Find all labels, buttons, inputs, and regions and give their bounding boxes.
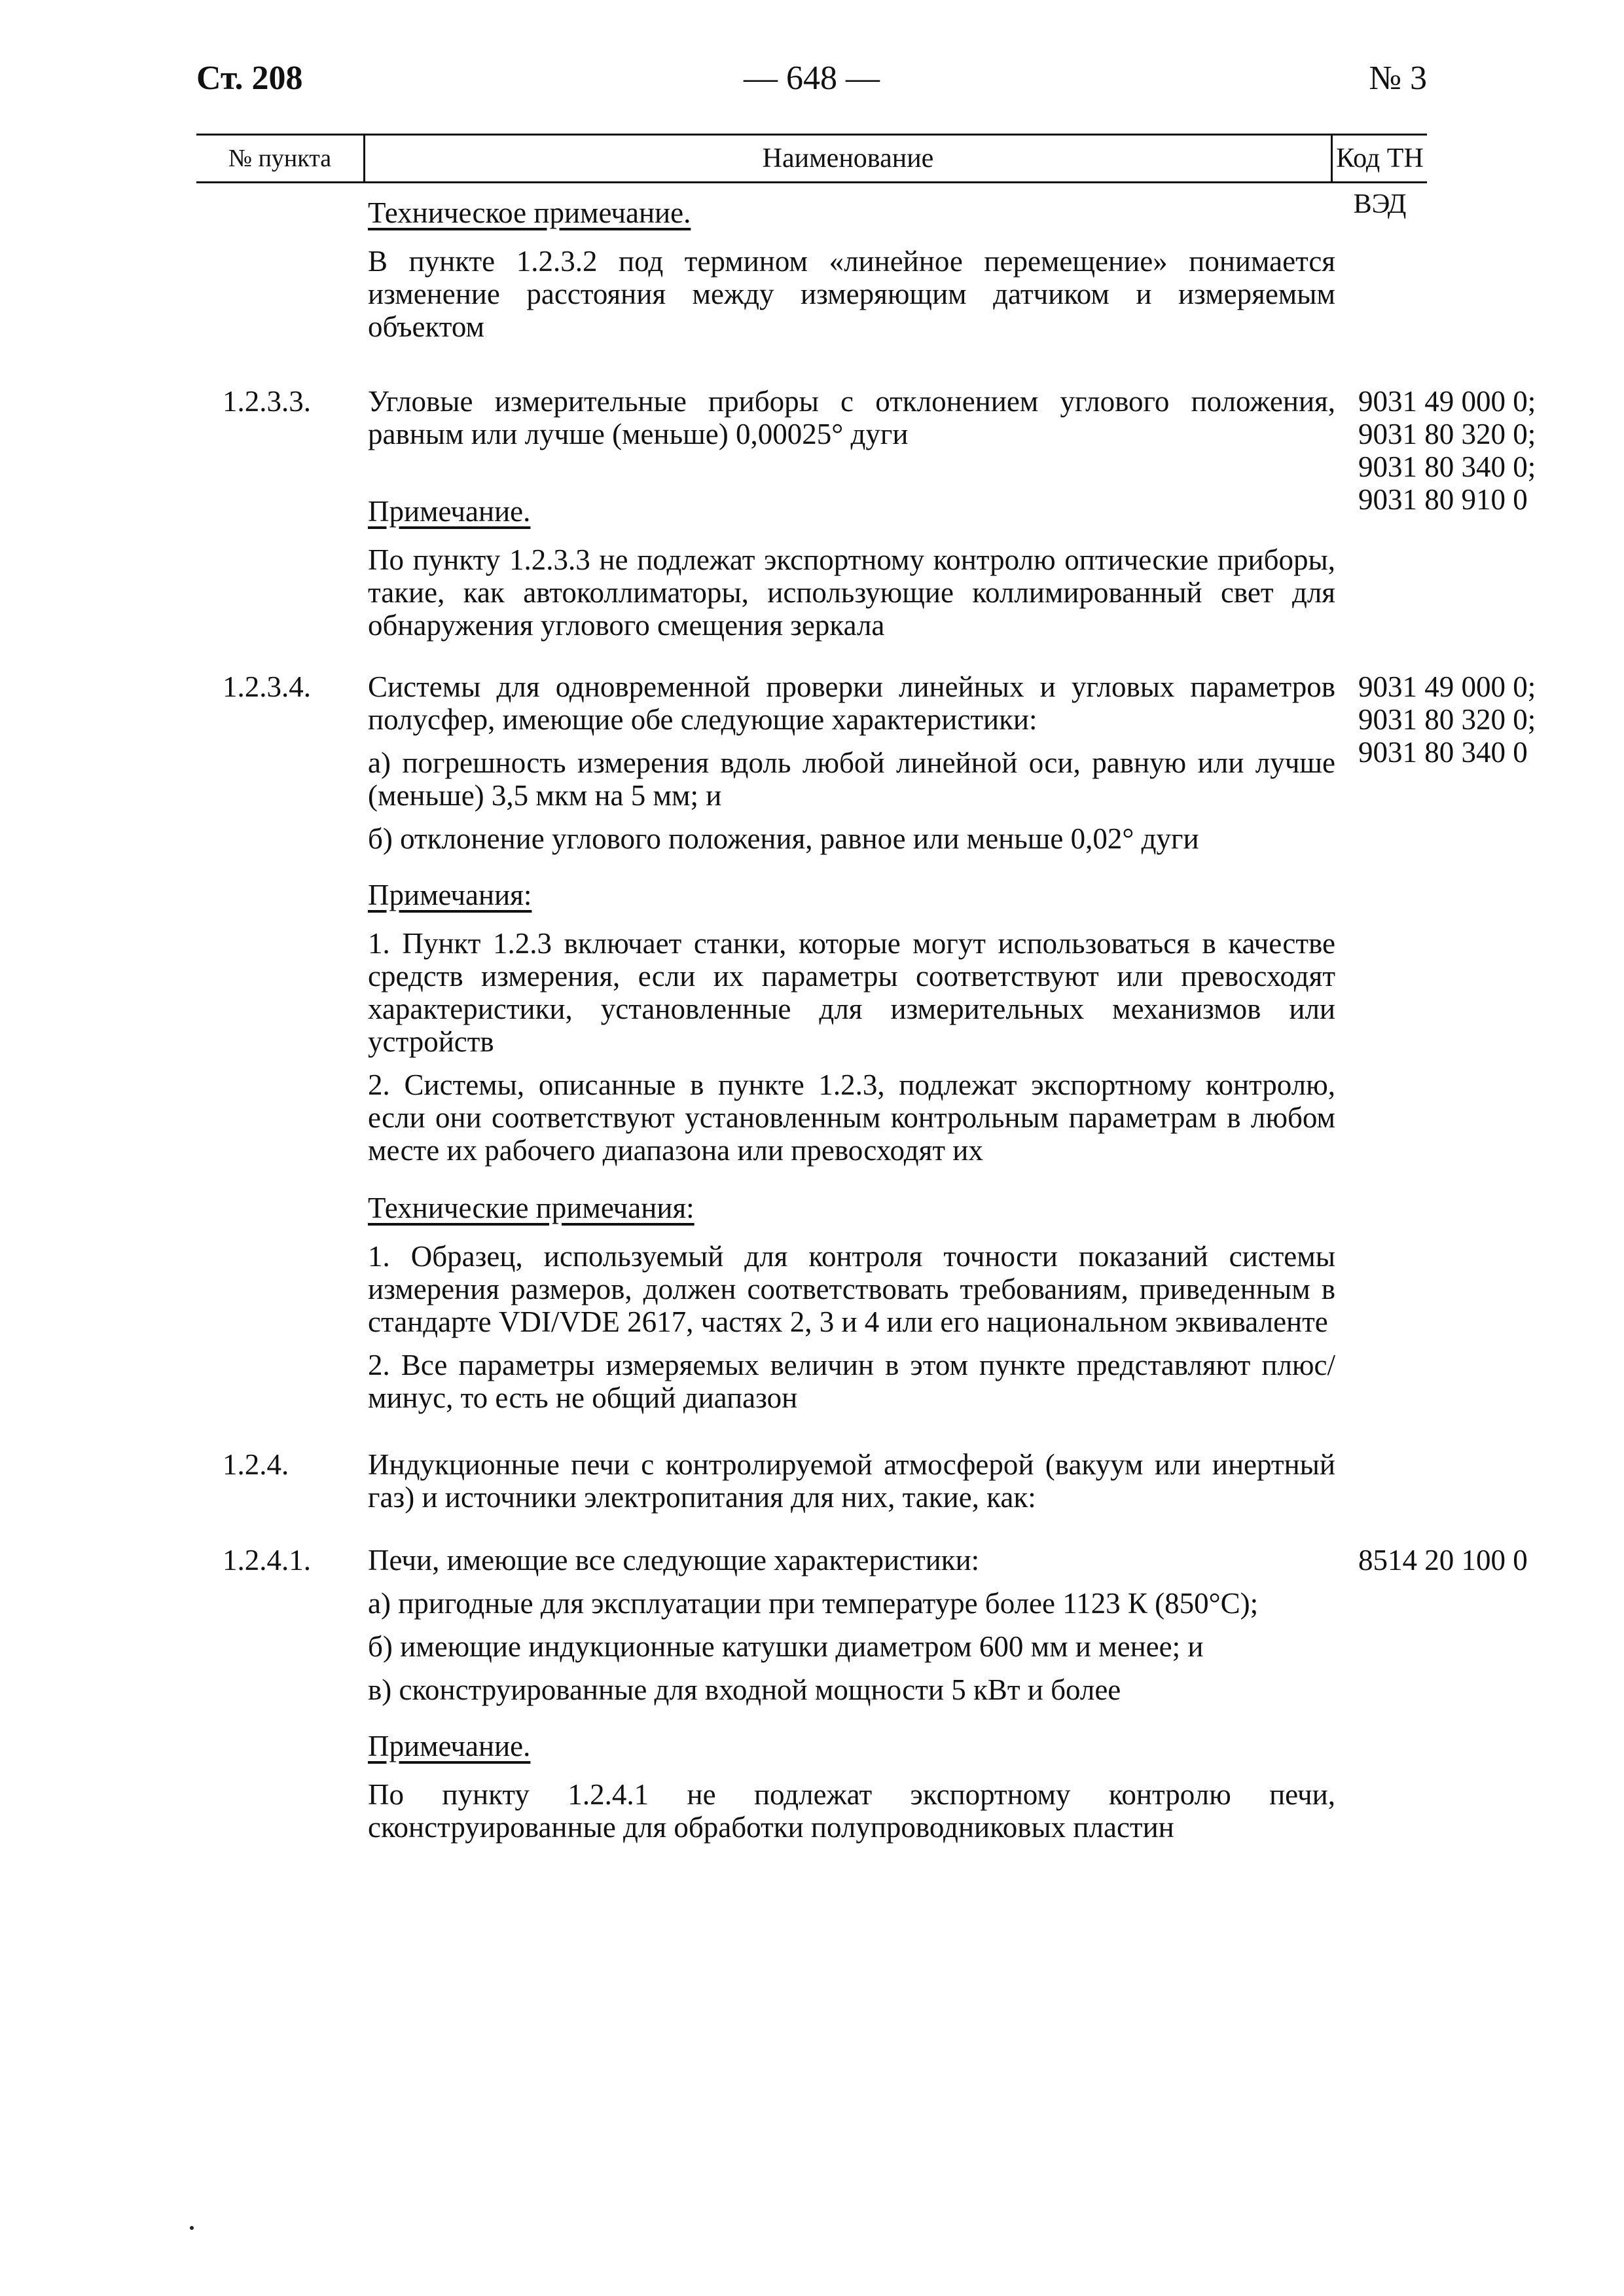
description-paragraph: в) сконструированные для входной мощности 5 кВт и более [368,1673,1121,1706]
tn-ved-code: 9031 49 000 0; 9031 80 320 0; 9031 80 340 0 [1358,670,1536,769]
description-paragraph: б) отклонение углового положения, равное или меньше 0,02° дуги [368,822,1199,855]
scan-speck [190,2226,194,2230]
table-body [196,196,1536,1854]
description-paragraph: 1. Образец, используемый для контроля точности показаний системы измерения размеров, должен соответствовать требованиям, приведенным в стандарте VDI/VDE 2617, частях 2, 3 и 4 или его национальном эквиваленте [368,1240,1335,1338]
table-row [196,196,1427,343]
row-spacer [196,1717,1427,1730]
item-description [368,670,1335,855]
column-header-name: Наименование [365,136,1333,181]
item-description [368,879,1335,1167]
tn-ved-code: 8514 20 100 0 [1358,1544,1528,1576]
description-paragraph: Индукционные печи с контролируемой атмосферой (вакуум или инертный газ) и источники электропитания для них, такие, как: [368,1448,1335,1514]
article-number: Ст. 208 [196,60,303,97]
description-paragraph: Угловые измерительные приборы с отклонением углового положения, равным или лучше (меньше) 0,00025° дуги [368,385,1335,450]
item-description [368,385,1335,450]
description-paragraph: В пункте 1.2.3.2 под термином «линейное перемещение» понимается изменение расстояния между измеряющим датчиком и измеряемым объектом [368,245,1335,343]
column-header-code: Код ТН ВЭД [1336,143,1424,219]
note-title: Примечание. [368,495,531,528]
row-spacer [196,1524,1427,1544]
item-description [368,1192,1335,1414]
table-row [196,879,1427,1167]
item-description [368,1544,1335,1706]
item-description [368,1730,1335,1844]
row-spacer [196,1425,1427,1448]
description-paragraph: 2. Все параметры измеряемых величин в этом пункте представляют плюс/минус, то есть не общий диапазон [368,1349,1335,1414]
column-header-item-number: № пункта [196,136,365,181]
row-spacer [196,461,1427,495]
table-row [196,1192,1427,1414]
row-spacer [196,354,1427,385]
table-row [196,1730,1427,1844]
description-paragraph: Печи, имеющие все следующие характеристики: [368,1544,980,1576]
item-description [368,495,1335,642]
table-row [196,670,1536,855]
description-paragraph: б) имеющие индукционные катушки диаметром 600 мм и менее; и [368,1630,1204,1663]
table-row [196,495,1427,642]
note-title: Примечания: [368,879,532,911]
note-title: Техническое примечание. [368,196,691,229]
description-paragraph: а) погрешность измерения вдоль любой линейной оси, равную или лучше (меньше) 3,5 мкм на 5 мм; и [368,746,1335,812]
running-head [196,56,1427,101]
page-number: — 648 — [744,60,880,97]
description-paragraph: По пункту 1.2.3.3 не подлежат экспортному контролю оптические приборы, такие, как автоколлиматоры, использующие коллимированный свет для обнаружения углового смещения зеркала [368,543,1335,642]
table-row [196,1544,1528,1706]
note-title: Технические примечания: [368,1192,695,1224]
description-paragraph: а) пригодные для эксплуатации при температуре более 1123 К (850°С); [368,1587,1259,1620]
item-number: 1.2.3.4. [223,670,311,703]
issue-number: № 3 [1369,60,1427,97]
table-row [196,1448,1427,1514]
description-paragraph: 1. Пункт 1.2.3 включает станки, которые могут использоваться в качестве средств измерения, если их параметры соответствуют или превосходят характеристики, установленные для измерительных механизмов или устройств [368,927,1335,1058]
description-paragraph: По пункту 1.2.4.1 не подлежат экспортному контролю печи, сконструированные для обработки полупроводниковых пластин [368,1778,1335,1844]
item-number: 1.2.4. [223,1448,289,1481]
note-title: Примечание. [368,1730,531,1762]
description-paragraph: 2. Системы, описанные в пункте 1.2.3, подлежат экспортному контролю, если они соответствуют установленным контрольным параметрам в любом месте их рабочего диапазона или превосходят их [368,1068,1335,1167]
tn-ved-code: 9031 49 000 0; 9031 80 320 0; 9031 80 340 0; 9031 80 910 0 [1358,385,1536,516]
item-description [368,1448,1335,1514]
item-description [368,196,1335,343]
description-paragraph: Системы для одновременной проверки линейных и угловых параметров полусфер, имеющие обе следующие характеристики: [368,670,1335,736]
item-number: 1.2.4.1. [223,1544,311,1576]
row-spacer [196,652,1427,670]
row-spacer [196,866,1427,879]
row-spacer [196,1177,1427,1192]
item-number: 1.2.3.3. [223,385,311,418]
